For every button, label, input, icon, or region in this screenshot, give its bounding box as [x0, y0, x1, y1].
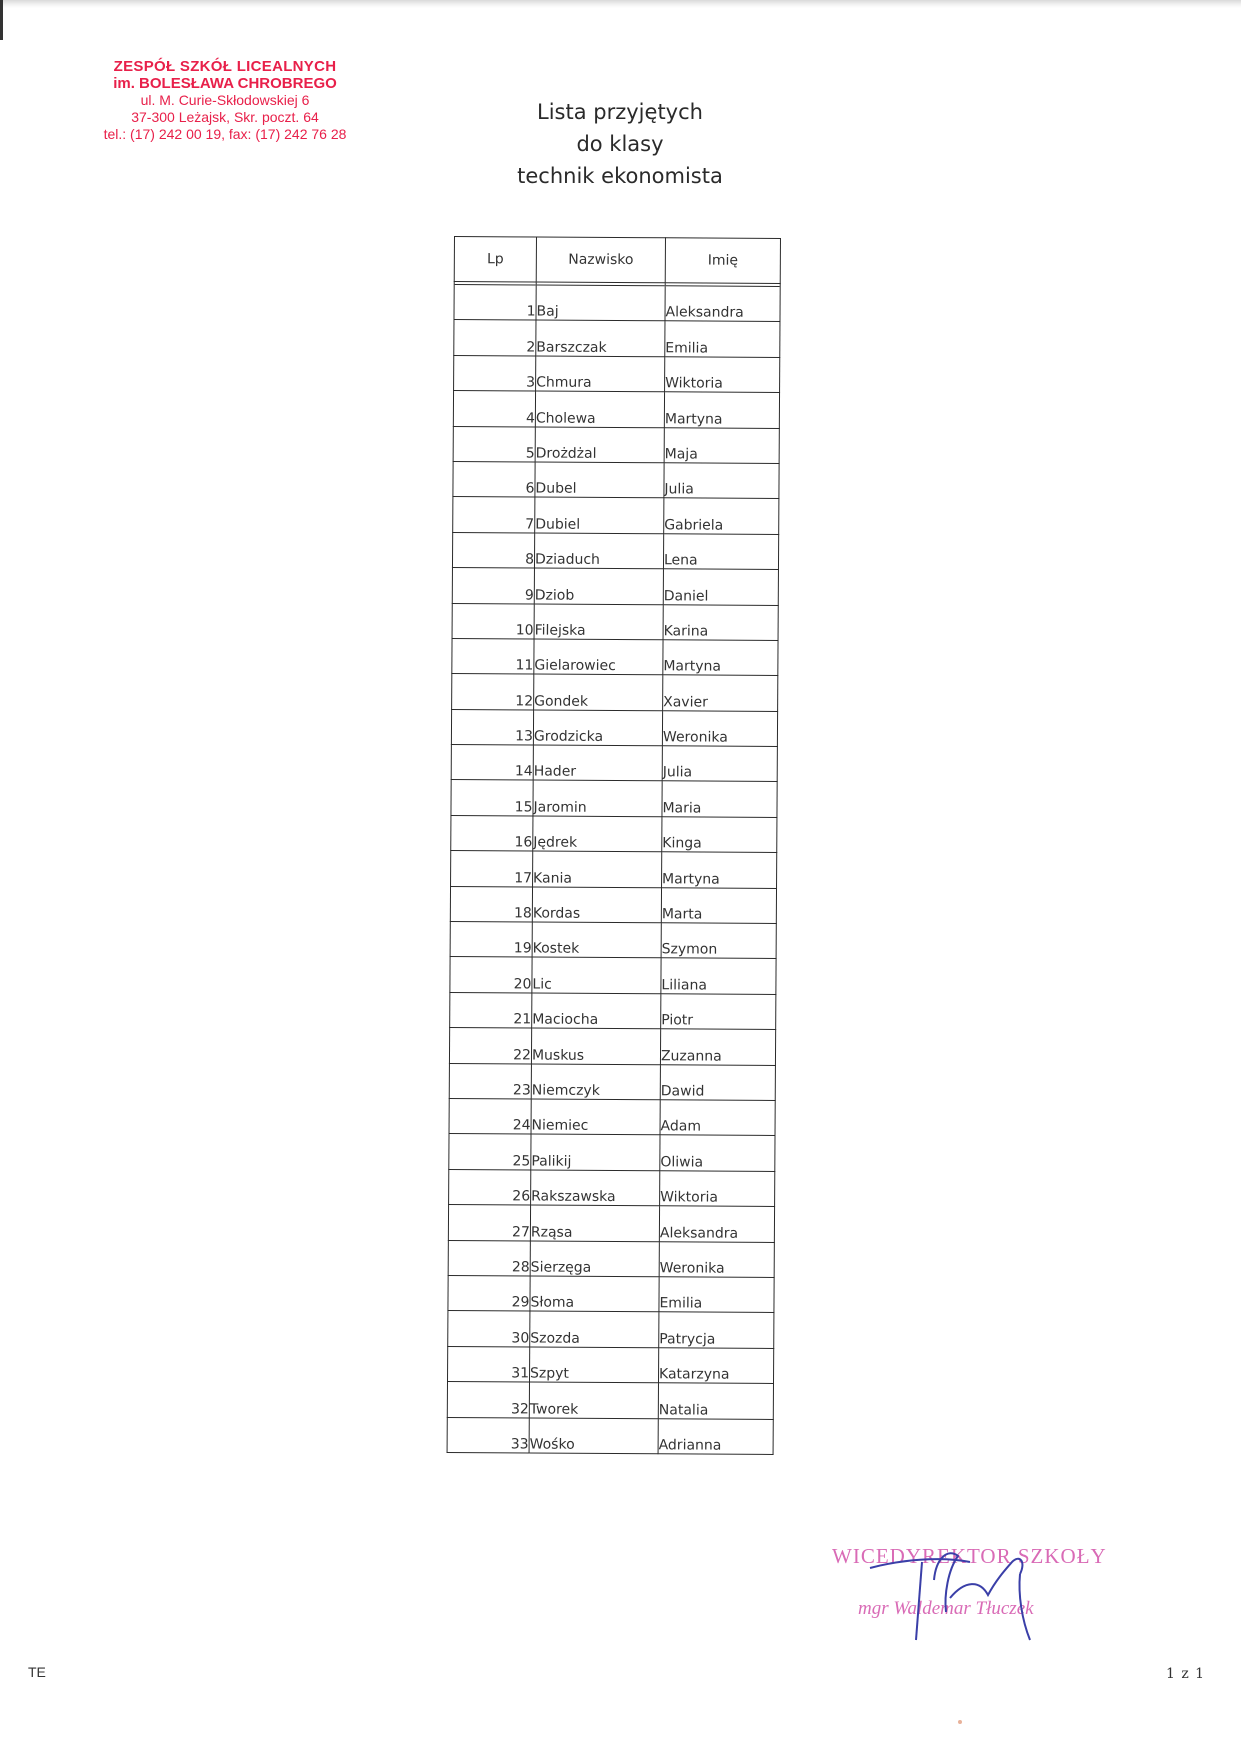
signature-name: mgr Waldemar Tłuczek — [858, 1598, 1034, 1619]
row-first-name: Weronika — [662, 710, 777, 746]
table-row — [451, 815, 777, 852]
row-surname: Dubiel — [535, 497, 664, 533]
signature-role: WICEDYREKTOR SZKOŁY — [832, 1544, 1107, 1568]
row-lp: 10 — [452, 603, 534, 639]
title-line-3: technik ekonomista — [517, 164, 723, 188]
row-lp: 25 — [449, 1134, 531, 1170]
handwritten-signature — [830, 1540, 1130, 1650]
table-row — [449, 1098, 775, 1135]
row-lp: 6 — [453, 461, 535, 497]
row-lp: 14 — [451, 745, 533, 781]
table-row — [453, 461, 779, 498]
row-surname: Grodzicka — [533, 710, 662, 746]
row-lp: 21 — [450, 992, 532, 1028]
table-row — [450, 992, 776, 1029]
table-row — [454, 285, 780, 322]
row-first-name: Xavier — [663, 675, 778, 711]
title-line-1: Lista przyjętych — [537, 100, 703, 124]
row-surname: Dziaduch — [534, 533, 663, 569]
table-row — [447, 1382, 773, 1419]
scan-speck — [958, 1720, 962, 1724]
row-surname: Filejska — [534, 604, 663, 640]
page-number: 1 z 1 — [1166, 1666, 1206, 1682]
row-lp: 16 — [451, 815, 533, 851]
row-first-name: Kinga — [662, 817, 777, 853]
row-first-name: Daniel — [663, 569, 778, 605]
row-first-name: Dawid — [660, 1064, 775, 1100]
row-first-name: Natalia — [658, 1383, 773, 1419]
row-lp: 8 — [452, 532, 534, 568]
header-lp: Lp — [454, 237, 536, 283]
row-first-name: Emilia — [659, 1277, 774, 1313]
row-surname: Barszczak — [536, 320, 665, 356]
row-first-name: Gabriela — [664, 498, 779, 534]
row-first-name: Oliwia — [660, 1135, 775, 1171]
stamp-line-city: 37-300 Leżajsk, Skr. poczt. 64 — [131, 109, 319, 125]
row-lp: 17 — [451, 851, 533, 887]
row-lp: 18 — [450, 886, 532, 922]
row-lp: 23 — [449, 1063, 531, 1099]
row-first-name: Marta — [661, 887, 776, 923]
row-first-name: Wiktoria — [665, 357, 780, 393]
row-lp: 27 — [448, 1205, 530, 1241]
row-surname: Wośko — [529, 1417, 658, 1453]
row-lp: 1 — [454, 285, 536, 321]
row-first-name: Szymon — [661, 923, 776, 959]
signature-stamp — [830, 1540, 1130, 1630]
scan-edge — [0, 0, 1241, 8]
row-lp: 15 — [451, 780, 533, 816]
table-row — [449, 1169, 775, 1206]
row-surname: Baj — [536, 285, 665, 321]
row-lp: 29 — [448, 1275, 530, 1311]
row-surname: Tworek — [529, 1382, 658, 1418]
row-surname: Palikij — [531, 1134, 660, 1170]
document-title — [460, 96, 780, 192]
row-surname: Jędrek — [533, 816, 662, 852]
table-row — [451, 745, 777, 782]
row-first-name: Martyna — [663, 640, 778, 676]
row-lp: 13 — [451, 709, 533, 745]
row-surname: Jaromin — [533, 780, 662, 816]
row-first-name: Karina — [663, 604, 778, 640]
table-row — [450, 957, 776, 994]
row-surname: Drożdżal — [535, 427, 664, 463]
table-row — [452, 638, 778, 675]
row-surname: Gondek — [534, 674, 663, 710]
row-surname: Muskus — [531, 1028, 660, 1064]
row-lp: 19 — [450, 922, 532, 958]
row-first-name: Lena — [663, 534, 778, 570]
row-lp: 33 — [447, 1417, 529, 1453]
row-surname: Cholewa — [535, 391, 664, 427]
title-line-2: do klasy — [576, 132, 664, 156]
row-first-name: Adrianna — [658, 1418, 773, 1454]
table-row — [453, 426, 779, 463]
row-lp: 4 — [453, 391, 535, 427]
row-surname: Chmura — [536, 356, 665, 392]
row-surname: Sierzęga — [530, 1241, 659, 1277]
row-lp: 22 — [449, 1028, 531, 1064]
table-row — [448, 1311, 774, 1348]
row-first-name: Maria — [662, 781, 777, 817]
row-surname: Maciocha — [532, 993, 661, 1029]
row-first-name: Aleksandra — [659, 1206, 774, 1242]
row-surname: Gielarowiec — [534, 639, 663, 675]
table-row — [448, 1346, 774, 1383]
row-lp: 24 — [449, 1098, 531, 1134]
row-lp: 12 — [452, 674, 534, 710]
table-row — [452, 568, 778, 605]
row-lp: 30 — [448, 1311, 530, 1347]
table-row — [449, 1028, 775, 1065]
table-body — [447, 285, 780, 1455]
row-surname: Hader — [533, 745, 662, 781]
row-surname: Rakszawska — [531, 1170, 660, 1206]
scan-mark — [0, 0, 3, 40]
row-lp: 5 — [453, 426, 535, 462]
row-first-name: Wiktoria — [660, 1171, 775, 1207]
row-lp: 7 — [453, 497, 535, 533]
table-row — [452, 674, 778, 711]
row-surname: Kania — [533, 851, 662, 887]
row-lp: 9 — [452, 568, 534, 604]
admitted-students-table — [447, 236, 781, 1455]
row-first-name: Liliana — [661, 958, 776, 994]
table-row — [450, 922, 776, 959]
row-lp: 28 — [448, 1240, 530, 1276]
row-surname: Słoma — [530, 1276, 659, 1312]
row-first-name: Maja — [664, 427, 779, 463]
table-row — [454, 355, 780, 392]
table-row — [450, 886, 776, 923]
row-surname: Szozda — [530, 1311, 659, 1347]
row-first-name: Julia — [662, 746, 777, 782]
row-first-name: Aleksandra — [665, 286, 780, 322]
row-lp: 26 — [449, 1169, 531, 1205]
row-first-name: Zuzanna — [660, 1029, 775, 1065]
row-surname: Rząsa — [530, 1205, 659, 1241]
row-lp: 2 — [454, 320, 536, 356]
row-first-name: Adam — [660, 1100, 775, 1136]
stamp-line-patron: im. BOLESŁAWA CHROBREGO — [113, 75, 337, 92]
stamp-line-school-name: ZESPÓŁ SZKÓŁ LICEALNYCH — [113, 58, 337, 75]
row-surname: Dubel — [535, 462, 664, 498]
row-first-name: Martyna — [662, 852, 777, 888]
footer-class-code: TE — [28, 1664, 46, 1680]
row-first-name: Emilia — [665, 321, 780, 357]
row-lp: 3 — [454, 355, 536, 391]
row-surname: Niemczyk — [531, 1064, 660, 1100]
row-surname: Szpyt — [530, 1347, 659, 1383]
table-row — [454, 320, 780, 357]
stamp-line-phone: tel.: (17) 242 00 19, fax: (17) 242 76 28 — [103, 126, 347, 142]
table-row — [453, 391, 779, 428]
row-surname: Lic — [532, 957, 661, 993]
row-first-name: Martyna — [664, 392, 779, 428]
table-row — [449, 1063, 775, 1100]
stamp-line-street: ul. M. Curie-Skłodowskiej 6 — [140, 92, 310, 108]
header-first-name: Imię — [665, 238, 780, 284]
row-first-name: Patrycja — [659, 1312, 774, 1348]
table-row — [451, 851, 777, 888]
row-lp: 31 — [448, 1346, 530, 1382]
school-stamp — [60, 58, 390, 143]
row-surname: Kordas — [532, 887, 661, 923]
row-lp: 32 — [447, 1382, 529, 1418]
table-row — [449, 1134, 775, 1171]
row-surname: Niemiec — [531, 1099, 660, 1135]
row-first-name: Julia — [664, 463, 779, 499]
table-row — [452, 603, 778, 640]
row-first-name: Weronika — [659, 1241, 774, 1277]
table-header-row — [454, 237, 780, 284]
table-row — [448, 1275, 774, 1312]
row-first-name: Piotr — [661, 994, 776, 1030]
table-row — [448, 1205, 774, 1242]
table-row — [451, 709, 777, 746]
row-lp: 11 — [452, 638, 534, 674]
row-first-name: Katarzyna — [658, 1347, 773, 1383]
table-row — [447, 1417, 773, 1454]
table-row — [448, 1240, 774, 1277]
table-row — [452, 532, 778, 569]
row-surname: Kostek — [532, 922, 661, 958]
table-row — [453, 497, 779, 534]
table-row — [451, 780, 777, 817]
header-surname: Nazwisko — [536, 237, 665, 283]
row-surname: Dziob — [534, 568, 663, 604]
row-lp: 20 — [450, 957, 532, 993]
